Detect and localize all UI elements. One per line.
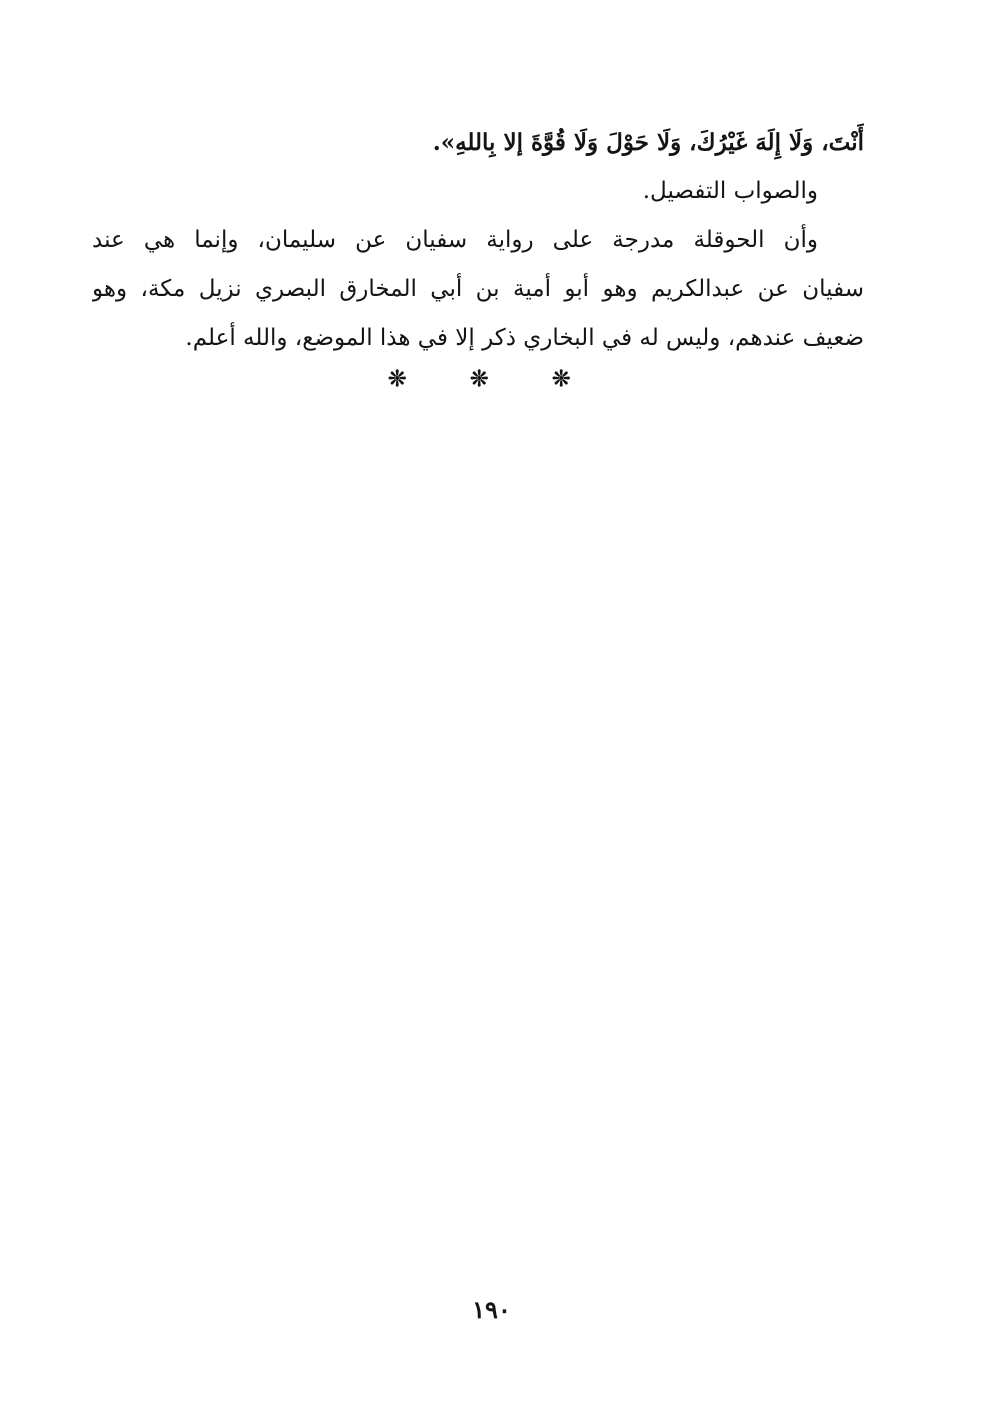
section-separator [0,364,983,394]
text-line-3: وأن الحوقلة مدرجة على رواية سفيان عن سليمان، وإنما هي عند [92,227,818,253]
separator-star-icon: ❊ [470,366,489,392]
text-line-5: ضعيف عندهم، وليس له في البخاري ذكر إلا في هذا الموضع، والله أعلم. [185,325,864,351]
page-number: ١٩٠ [472,1295,511,1324]
separator-star-icon: ❊ [552,366,571,392]
text-line-2: والصواب التفصيل. [642,178,818,204]
text-line-1: أَنْتَ، وَلَا إِلَهَ غَيْرُكَ، وَلَا حَوْلَ وَلَا قُوَّةَ إلا بِاللهِ». [432,129,864,156]
body-text [92,118,864,363]
text-line-4: سفيان عن عبدالكريم وهو أبو أمية بن أبي المخارق البصري نزيل مكة، وهو [92,276,864,302]
separator-star-icon: ❊ [388,366,407,392]
